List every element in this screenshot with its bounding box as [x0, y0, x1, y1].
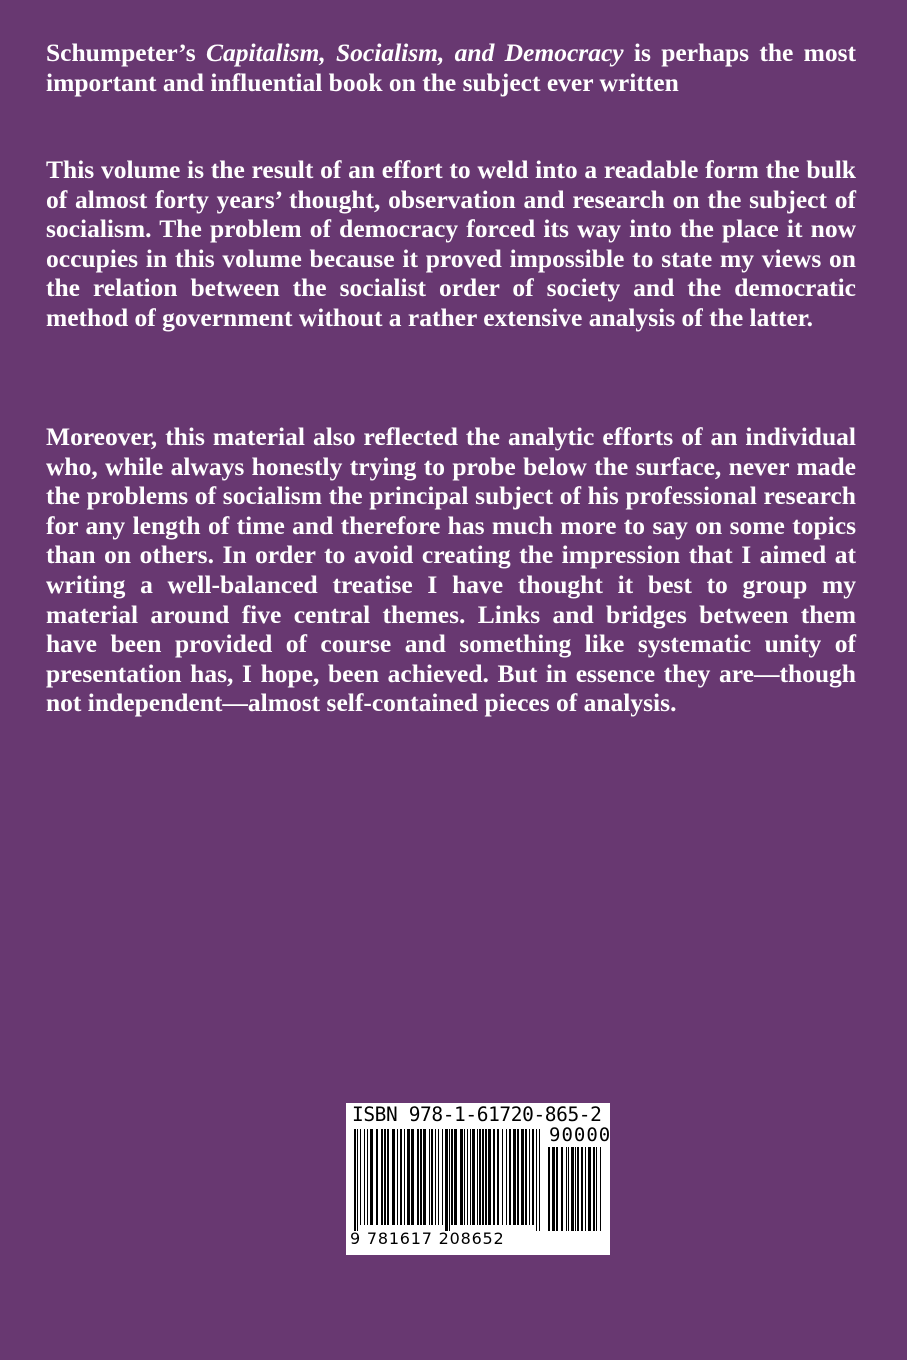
barcode-bar: [548, 1147, 550, 1231]
tagline-book-title: Capitalism, Socialism, and Democracy: [205, 38, 624, 67]
ean13-barcode-bars: [354, 1129, 542, 1231]
barcode-bar: [357, 1129, 358, 1231]
blurb-paragraph-2-text: Moreover, this material also reflected the analytic efforts of an individual who, while always honestly trying to probe below the surface, never made the problems of socialism the principal subject of his professional research for any length of time and therefore has much more to say on some topics than on others. In order to avoid creating the impression that I aimed at writing a well-balanced treatise I have thought it best to group my material around five central themes. Links and bridges between them have been provided of course and something like systematic unity of presentation has, I hope, been achieved. But in essence they are—though not independent—almost self-contained pieces of analysis.: [46, 422, 856, 718]
barcode-bar: [577, 1147, 579, 1231]
isbn-label: ISBN 978-1-61720-865-2: [352, 1103, 602, 1126]
barcode-bar: [521, 1129, 524, 1225]
barcode-bar: [438, 1129, 439, 1225]
barcode-bar: [392, 1129, 395, 1225]
barcode-bar: [517, 1129, 519, 1225]
tagline-author: Schumpeter’s: [46, 38, 196, 67]
barcode-bar: [485, 1129, 487, 1225]
barcode-bar: [423, 1129, 426, 1225]
barcode-bar: [429, 1129, 430, 1225]
barcode-bar: [464, 1129, 465, 1225]
barcode-bar: [451, 1129, 453, 1225]
barcode-bar: [593, 1147, 595, 1231]
barcode-bar: [381, 1129, 383, 1225]
barcode-bar: [575, 1147, 576, 1231]
barcode-bar: [596, 1147, 597, 1231]
barcode-bar: [387, 1129, 389, 1225]
barcode-bar: [467, 1129, 468, 1225]
barcode-bar: [411, 1129, 414, 1225]
barcode-bar: [502, 1129, 503, 1225]
tagline: [46, 38, 856, 97]
barcode-bar: [552, 1147, 555, 1231]
barcode-bar: [588, 1147, 591, 1231]
barcode-bar: [354, 1129, 356, 1231]
barcode-bar: [600, 1147, 601, 1231]
blurb-paragraph-1-text: This volume is the result of an effort to weld into a readable form the bulk of almost forty years’ thought, observation and research on the subject of socialism. The problem of democracy forced its way into the place it now occupies in this volume because it proved impossible to state my views on the relation between the socialist order of society and the democratic method of government without a rather extensive analysis of the latter.: [46, 155, 856, 332]
barcode-bar: [477, 1129, 478, 1225]
barcode-bar: [493, 1129, 495, 1225]
barcode-bar: [497, 1129, 499, 1225]
barcode-bar: [581, 1147, 583, 1231]
barcode-bar: [435, 1129, 436, 1225]
barcode-bar: [513, 1129, 516, 1225]
addon-barcode-bars: [548, 1147, 604, 1231]
barcode-bar: [525, 1129, 527, 1225]
barcode-bar: [470, 1129, 471, 1225]
barcode-bar: [384, 1129, 386, 1225]
barcode-bar: [454, 1129, 457, 1225]
barcode-bar: [442, 1129, 443, 1225]
barcode-bar: [364, 1129, 365, 1225]
barcode-bar: [367, 1129, 368, 1225]
barcode-bar: [404, 1129, 405, 1225]
barcode-bar: [571, 1147, 574, 1231]
barcode-bar: [568, 1147, 569, 1231]
barcode-bar: [556, 1147, 558, 1231]
barcode-bar: [449, 1129, 450, 1231]
barcode-bar: [370, 1129, 373, 1225]
barcode-bar: [532, 1129, 534, 1225]
price-addon-label: 90000: [549, 1124, 612, 1146]
barcode-bar: [479, 1129, 481, 1225]
barcode-bar: [585, 1147, 586, 1231]
barcode-bar: [460, 1129, 463, 1225]
barcode-bar: [488, 1129, 491, 1225]
barcode-bar: [407, 1129, 410, 1225]
barcode-bar: [536, 1129, 537, 1231]
tagline-rest: is perhaps the most important and influential book on the subject ever written: [46, 38, 857, 97]
barcode-bar: [400, 1129, 402, 1225]
barcode-bar: [417, 1129, 419, 1225]
barcode-bar: [472, 1129, 475, 1225]
barcode-bar: [445, 1129, 448, 1231]
isbn-barcode: [346, 1103, 610, 1255]
barcode-digits: 9 781617 208652: [350, 1229, 505, 1248]
barcode-bar: [561, 1147, 563, 1231]
barcode-bar: [420, 1129, 422, 1225]
barcode-bar: [482, 1129, 484, 1225]
barcode-bar: [509, 1129, 511, 1225]
barcode-bar: [529, 1129, 530, 1225]
barcode-bar: [376, 1129, 378, 1225]
barcode-bar: [539, 1129, 540, 1231]
barcode-bar: [431, 1129, 433, 1225]
barcode-bar: [360, 1129, 361, 1225]
blurb-paragraph-2: [46, 422, 856, 718]
barcode-bar: [397, 1129, 398, 1225]
blurb-paragraph-1: [46, 155, 856, 333]
barcode-bar: [506, 1129, 507, 1225]
barcode-bar: [566, 1147, 567, 1231]
